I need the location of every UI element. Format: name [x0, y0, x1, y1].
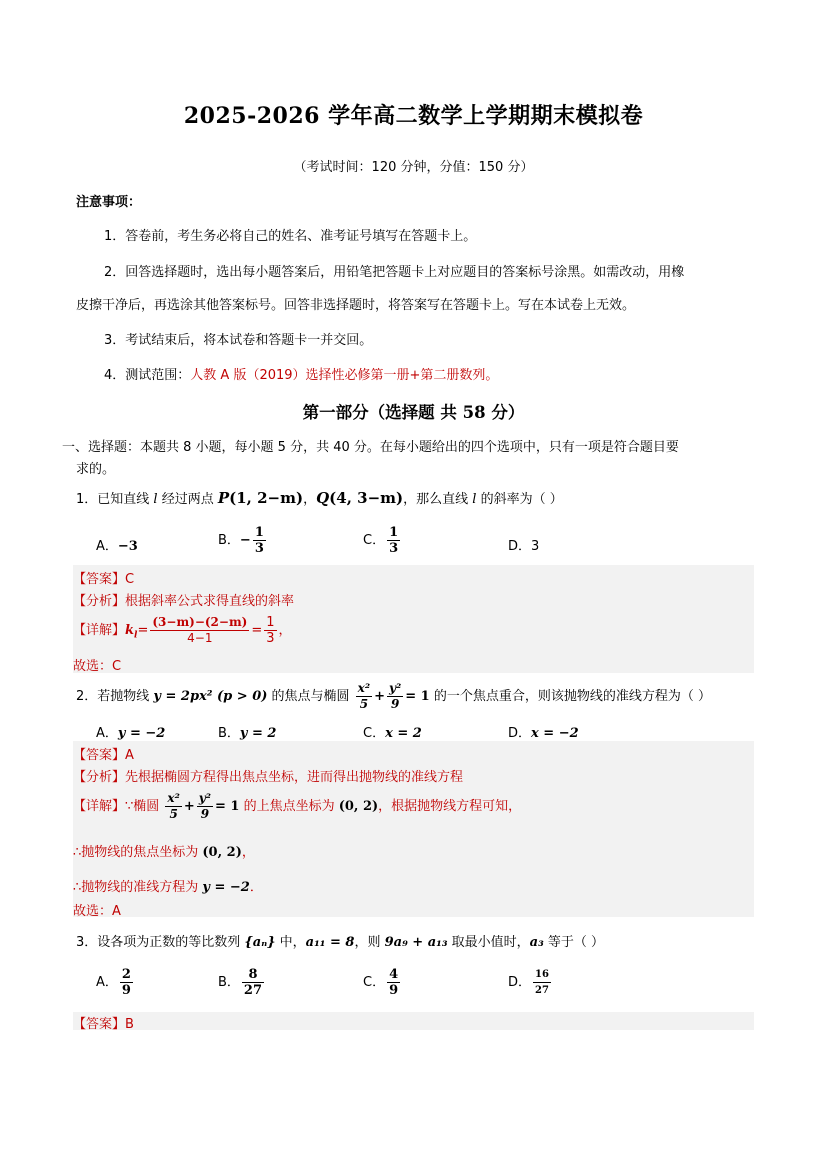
q1-answer-box: [73, 565, 754, 673]
notes-item-4-prefix: 4．测试范围：: [104, 368, 191, 383]
q3-option-c: C． $\frac{4}{9}$: [363, 967, 399, 998]
section-title: 第一部分（选择题 共 58 分）: [302, 403, 525, 422]
page-title: 2025-2026 学年高二数学上学期期末模拟卷: [183, 103, 644, 129]
q1-detail: 【详解】$k_l=$ $\frac{(3-m)-(2-m)}{4-1}$ = $\frac{1}{3}$ ，: [73, 615, 292, 646]
q2-option-b: B．y = 2: [218, 726, 277, 741]
q2-detail: 【详解】∵椭圆 $\frac{\text{x²}}{5}$ + $\frac{\text{y²}}{9}$ = 1 的上焦点坐标为 (0, 2)，根据抛物线方程可知，: [73, 791, 522, 821]
q2-answer-box: [73, 741, 754, 917]
q2-option-c: C．x = 2: [363, 726, 422, 741]
question-1-stem: 1．已知直线 l 经过两点 P(1, 2−m)，Q(4, 3−m)，那么直线 l 的斜率为（ ）: [76, 489, 563, 507]
q1-choose: 故选：C: [73, 659, 122, 674]
q3-answer: 【答案】B: [73, 1017, 134, 1032]
q2-analysis: 【分析】先根据椭圆方程得出焦点坐标，进而得出抛物线的准线方程: [73, 770, 464, 785]
q3-option-a: A． $\frac{2}{9}$: [96, 967, 131, 998]
notes-item-3: 3．考试结束后，将本试卷和答题卡一并交回。: [104, 333, 373, 348]
section-intro-line2: 求的。: [76, 462, 116, 477]
question-2-stem: 2．若抛物线 y = 2px² (p > 0) 的焦点与椭圆 $\frac{\text{x²}}{5}$ + $\frac{\text{y²}}{9}$ = 1 的一个焦点重合，则该抛物线的准线方程为（ ）: [76, 681, 711, 711]
question-3-stem: 3．设各项为正数的等比数列 {aₙ} 中，a₁₁ = 8，则 9a₉ + a₁₃ 取最小值时，a₃ 等于（ ）: [76, 935, 605, 950]
q2-option-a: A．y = −2: [96, 726, 166, 741]
q3-answer-box: [73, 1012, 754, 1030]
notes-item-2-line2: 皮擦干净后，再选涂其他答案标号。回答非选择题时，将答案写在答题卡上。写在本试卷上无效。: [76, 298, 636, 313]
q1-analysis: 【分析】根据斜率公式求得直线的斜率: [73, 594, 295, 609]
notes-heading: 注意事项：: [76, 195, 142, 210]
notes-item-2-line1: 2．回答选择题时，选出每小题答案后，用铅笔把答题卡上对应题目的答案标号涂黑。如需改动，用橡: [104, 265, 685, 280]
q3-option-d: D． $\frac{16}{27}$: [508, 969, 549, 996]
q1-option-a: A．−3: [96, 539, 138, 554]
notes-item-4: [104, 364, 498, 383]
q2-choose: 故选：A: [73, 904, 121, 919]
exam-subtitle: （考试时间：120 分钟，分值：150 分）: [293, 160, 534, 175]
q2-detail-line3: ∴抛物线的准线方程为 y = −2．: [73, 880, 263, 895]
test-range: 人教 A 版（2019）选择性必修第一册+第二册数列。: [190, 368, 499, 383]
q1-option-d: D．3: [508, 539, 540, 554]
q2-detail-line2: ∴抛物线的焦点坐标为 (0, 2)，: [73, 845, 255, 860]
q1-option-b: B．− $\frac{1}{3}$: [218, 525, 264, 556]
q3-option-b: B． $\frac{8}{27}$: [218, 967, 263, 998]
q1-option-c: C． $\frac{1}{3}$: [363, 525, 399, 556]
q1-answer: 【答案】C: [73, 572, 135, 587]
notes-item-1: 1．答卷前，考生务必将自己的姓名、准考证号填写在答题卡上。: [104, 229, 477, 244]
section-intro-line1: 一、选择题：本题共 8 小题，每小题 5 分，共 40 分。在每小题给出的四个选项中，只有一项是符合题目要: [62, 440, 679, 455]
q2-option-d: D．x = −2: [508, 726, 579, 741]
q2-answer: 【答案】A: [73, 748, 134, 763]
